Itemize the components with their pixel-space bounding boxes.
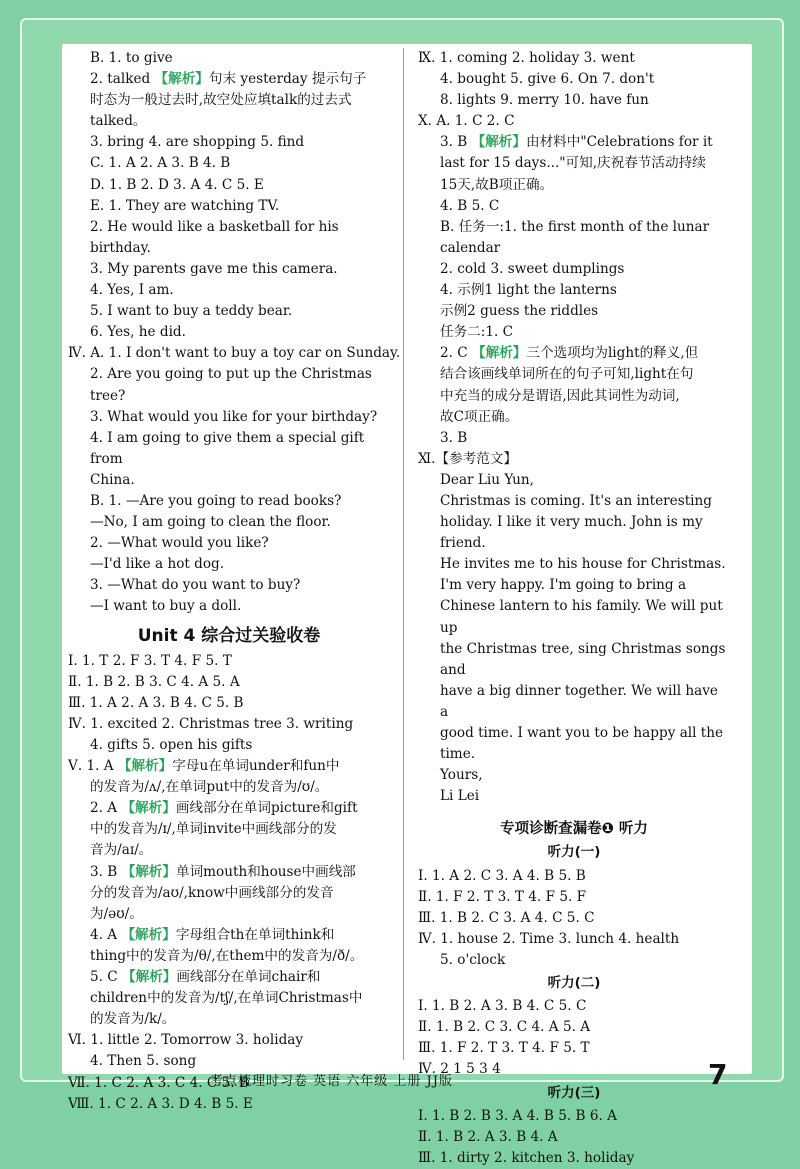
answer-line xyxy=(418,153,730,174)
answer-text: 6. Yes, he did. xyxy=(90,324,186,341)
listening-subtitle: 听力(三) xyxy=(547,1084,601,1101)
answer-text: Dear Liu Yun, xyxy=(440,471,534,488)
answer-line xyxy=(68,554,390,575)
answer-text: 5. C xyxy=(90,969,123,986)
answer-line: Ⅱ. 1. F 2. T 3. T 4. F 5. F xyxy=(418,888,587,905)
answer-text: 音为/aɪ/。 xyxy=(90,842,153,859)
answer-text: thing中的发音为/θ/,在them中的发音为/ð/。 xyxy=(90,947,364,964)
answer-line xyxy=(418,217,730,238)
answer-line xyxy=(68,596,390,617)
answer-line xyxy=(68,132,390,153)
listening-subtitle: 听力(二) xyxy=(547,975,601,992)
answer-line xyxy=(68,90,390,111)
answer-line xyxy=(418,407,730,428)
answer-line xyxy=(68,862,390,883)
analysis-tag: 【解析】 xyxy=(122,969,177,986)
answer-line xyxy=(418,90,730,111)
answer-line xyxy=(418,554,730,575)
answer-text: holiday. I like it very much. John is my friend. xyxy=(440,514,703,552)
answer-line xyxy=(418,512,730,554)
answer-line: Ⅰ. 1. B 2. B 3. A 4. B 5. B 6. A xyxy=(418,1107,617,1124)
answer-line: Ⅰ. 1. B 2. A 3. B 4. C 5. C xyxy=(418,998,587,1015)
answer-text: 结合该画线单词所在的句子可知,light在句 xyxy=(440,366,694,383)
answer-text: calendar xyxy=(440,239,501,256)
left-column xyxy=(68,48,401,1115)
listening-subtitle: 听力(一) xyxy=(547,844,601,861)
answer-text: Ⅳ. A. 1. I don't want to buy a toy car on Sunday. xyxy=(68,345,401,362)
answer-line xyxy=(68,819,390,840)
column-divider xyxy=(403,48,404,1060)
answer-text: Ⅷ. 1. C 2. A 3. D 4. B 5. E xyxy=(68,1095,253,1112)
answer-line xyxy=(418,280,730,301)
answer-text: 4. B 5. C xyxy=(440,197,500,214)
answer-text: Yours, xyxy=(440,767,483,784)
answer-line: Ⅲ. 1. F 2. T 3. T 4. F 5. T xyxy=(418,1040,590,1057)
answer-line xyxy=(68,575,390,596)
answer-line xyxy=(68,153,390,174)
answer-line xyxy=(418,259,730,280)
answer-text: Ⅸ. 1. coming 2. holiday 3. went xyxy=(418,50,635,66)
answer-text: 15天,故B项正确。 xyxy=(440,176,554,193)
answer-text: the Christmas tree, sing Christmas songs and xyxy=(440,640,726,678)
analysis-text: 句末 yesterday 提示句子 xyxy=(208,71,367,88)
answer-line xyxy=(418,491,730,512)
answer-line xyxy=(418,69,730,90)
answer-line xyxy=(418,301,730,322)
answer-line xyxy=(68,196,390,217)
answer-text: 4. I am going to give them a special gift from xyxy=(90,429,365,467)
answer-line xyxy=(68,470,390,491)
answer-text: 中的发音为/ɪ/,单词invite中画线部分的发 xyxy=(90,821,337,838)
answer-line xyxy=(418,322,730,343)
analysis-text: 字母组合th在单词think和 xyxy=(175,926,335,943)
answer-text: 2. Are you going to put up the Christmas tree? xyxy=(90,366,372,404)
answer-line xyxy=(68,343,401,364)
answer-line xyxy=(68,407,390,428)
answer-line xyxy=(68,840,390,861)
analysis-tag: 【解析】 xyxy=(117,758,173,775)
answer-line xyxy=(68,175,390,196)
analysis-text: 三个选项均为light的释义,但 xyxy=(526,345,699,362)
answer-line xyxy=(68,48,390,69)
answer-text: 任务二:1. C xyxy=(440,324,514,341)
answer-line xyxy=(68,428,390,470)
analysis-text: 由材料中"Celebrations for it xyxy=(525,134,713,151)
answer-line: Ⅳ. 2 1 5 3 4 xyxy=(418,1061,501,1078)
right-column xyxy=(418,48,730,1169)
answer-line xyxy=(418,196,730,217)
answer-line xyxy=(418,132,730,153)
answer-line xyxy=(68,69,390,90)
answer-line xyxy=(418,723,730,765)
answer-text: 3. B xyxy=(440,429,468,446)
answer-line xyxy=(418,596,730,638)
answer-text: B. 任务一:1. the first month of the lunar xyxy=(440,218,710,235)
answer-line xyxy=(418,428,730,449)
answer-line: Ⅰ. 1. A 2. C 3. A 4. B 5. B xyxy=(418,867,586,884)
answer-line xyxy=(68,1030,390,1051)
answer-text: 中充当的成分是谓语,因此其词性为动词, xyxy=(440,387,680,404)
answer-text: Ⅱ. 1. B 2. B 3. C 4. A 5. A xyxy=(68,673,240,690)
answer-text: 的发音为/k/。 xyxy=(90,1011,176,1028)
listening-section-title: 专项诊断查漏卷❶ 听力 xyxy=(500,821,648,838)
answer-text: 4. gifts 5. open his gifts xyxy=(90,737,253,753)
answer-text: 5. I want to buy a teddy bear. xyxy=(90,303,293,320)
page-number: 7 xyxy=(708,1058,728,1091)
answer-line xyxy=(68,714,390,735)
answer-text: 的发音为/ʌ/,在单词put中的发音为/ʊ/。 xyxy=(90,779,329,796)
answer-line xyxy=(68,111,390,132)
analysis-text: 字母u在单词under和fun中 xyxy=(172,758,340,775)
answer-line: Ⅱ. 1. B 2. C 3. C 4. A 5. A xyxy=(418,1019,591,1036)
unit-4-title: Unit 4 综合过关验收卷 xyxy=(137,625,321,646)
answer-text: 2. —What would you like? xyxy=(90,535,269,552)
answer-line xyxy=(418,386,730,407)
answer-text: Li Lei xyxy=(440,788,480,805)
answer-text: good time. I want you to be happy all the time. xyxy=(440,725,724,763)
answer-text: —I want to buy a doll. xyxy=(90,598,242,615)
answer-line xyxy=(418,470,730,491)
right-answer-lines xyxy=(418,48,730,807)
answer-text: 3. What would you like for your birthday? xyxy=(90,408,378,425)
answer-text: 3. B xyxy=(440,134,472,151)
answer-line xyxy=(418,786,730,807)
answer-text: Christmas is coming. It's an interesting xyxy=(440,492,712,509)
answer-text: 2. cold 3. sweet dumplings xyxy=(440,260,625,277)
answer-text: Ⅰ. 1. T 2. F 3. T 4. F 5. T xyxy=(68,652,232,669)
analysis-tag: 【解析】 xyxy=(121,800,176,817)
answer-text: last for 15 days..."可知,庆祝春节活动持续 xyxy=(440,155,706,172)
answer-text: Ⅵ. 1. little 2. Tomorrow 3. holiday xyxy=(68,1032,304,1049)
answer-text: 3. My parents gave me this camera. xyxy=(90,260,338,277)
answer-line: Ⅲ. 1. dirty 2. kitchen 3. holiday xyxy=(418,1149,635,1166)
analysis-tag: 【解析】 xyxy=(472,345,527,362)
answer-line xyxy=(68,301,390,322)
answer-line xyxy=(68,693,390,714)
answer-text: 4. A xyxy=(90,926,122,943)
answer-line xyxy=(68,259,390,280)
answer-line xyxy=(68,904,390,925)
answer-text: 2. He would like a basketball for his birthday. xyxy=(90,218,339,256)
answer-text: talked。 xyxy=(90,113,147,130)
answer-line xyxy=(68,322,390,343)
answer-line xyxy=(418,364,730,385)
answer-text: C. 1. A 2. A 3. B 4. B xyxy=(90,155,231,172)
answer-text: Chinese lantern to his family. We will put up xyxy=(440,598,723,636)
answer-text: Ⅺ.【参考范文】 xyxy=(418,450,518,467)
answer-line: Ⅱ. 1. B 2. A 3. B 4. A xyxy=(418,1128,558,1145)
answer-text: 2. A xyxy=(90,800,122,817)
answer-line xyxy=(68,1094,390,1115)
answer-line xyxy=(418,575,730,596)
answer-line xyxy=(68,280,390,301)
answer-text: —No, I am going to clean the floor. xyxy=(90,514,331,531)
answer-line xyxy=(68,512,390,533)
answer-text: China. xyxy=(90,471,135,488)
answer-text: Ⅲ. 1. A 2. A 3. B 4. C 5. B xyxy=(68,694,244,711)
answer-line xyxy=(68,925,390,946)
answer-line xyxy=(418,765,730,786)
answer-text: 4. 示例1 light the lanterns xyxy=(440,282,617,299)
analysis-text: 单词mouth和house中画线部 xyxy=(175,863,356,880)
answer-line xyxy=(68,533,390,554)
analysis-tag: 【解析】 xyxy=(471,134,526,151)
answer-line: Ⅳ. 1. house 2. Time 3. lunch 4. health xyxy=(418,930,680,947)
answer-line xyxy=(68,672,390,693)
answer-text: Ⅶ. 1. C 2. A 3. C 4. C 5. B xyxy=(68,1074,249,1091)
answer-line xyxy=(418,681,730,723)
answer-line xyxy=(68,756,390,777)
analysis-text: 画线部分在单词chair和 xyxy=(176,969,321,986)
answer-text: 4. Yes, I am. xyxy=(90,282,174,299)
answer-text: 故C项正确。 xyxy=(440,408,519,425)
answer-line xyxy=(68,651,390,672)
answer-line xyxy=(68,735,390,756)
answer-line xyxy=(418,449,730,470)
answer-line xyxy=(68,946,390,967)
answer-text: B. 1. to give xyxy=(90,50,173,66)
answer-text: have a big dinner together. We will have a xyxy=(440,682,718,720)
answer-text: 2. C xyxy=(440,345,473,362)
left-answer-lines xyxy=(68,48,401,618)
answer-text: —I'd like a hot dog. xyxy=(90,556,225,573)
answer-line xyxy=(68,777,390,798)
answer-line xyxy=(418,111,730,132)
answer-text: 分的发音为/aʊ/,know中画线部分的发音 xyxy=(90,884,334,901)
answer-text: 8. lights 9. merry 10. have fun xyxy=(440,92,649,109)
answer-line xyxy=(418,48,730,69)
answer-text: B. 1. —Are you going to read books? xyxy=(90,492,342,509)
answer-line xyxy=(68,364,390,406)
answer-line xyxy=(68,883,390,904)
answer-line xyxy=(68,988,390,1009)
answer-text: 3. —What do you want to buy? xyxy=(90,577,301,594)
answer-text: I'm very happy. I'm going to bring a xyxy=(440,577,687,594)
answer-text: Ⅴ. 1. A xyxy=(68,758,118,775)
page-footer: 考点梳理时习卷 英语 六年级 上册 JJ版 xyxy=(210,1074,453,1089)
answer-text: 为/əʊ/。 xyxy=(90,905,143,922)
answer-text: Ⅹ. A. 1. C 2. C xyxy=(418,113,515,130)
answer-text: 示例2 guess the riddles xyxy=(440,303,599,320)
answer-text: Ⅳ. 1. excited 2. Christmas tree 3. writing xyxy=(68,715,354,732)
answer-line xyxy=(68,1009,390,1030)
analysis-tag: 【解析】 xyxy=(121,863,176,880)
answer-line xyxy=(68,798,390,819)
answer-line xyxy=(68,491,390,512)
answer-line xyxy=(418,343,730,364)
answer-line: 5. o'clock xyxy=(440,951,506,968)
answer-line xyxy=(418,639,730,681)
analysis-text: 画线部分在单词picture和gift xyxy=(175,800,358,817)
answer-line xyxy=(68,217,390,259)
unit-4-answer-lines xyxy=(68,651,390,1115)
answer-text: 4. bought 5. give 6. On 7. don't xyxy=(440,71,655,88)
answer-text: 时态为一般过去时,故空处应填talk的过去式 xyxy=(90,92,352,109)
answer-text: E. 1. They are watching TV. xyxy=(90,197,280,214)
answer-line xyxy=(68,967,390,988)
answer-text: children中的发音为/tʃ/,在单词Christmas中 xyxy=(90,990,363,1007)
answer-text: 2. talked xyxy=(90,71,155,88)
answer-text: 3. bring 4. are shopping 5. find xyxy=(90,134,305,151)
answer-text: 3. B xyxy=(90,863,122,880)
answer-text: D. 1. B 2. D 3. A 4. C 5. E xyxy=(90,176,264,193)
answer-text: He invites me to his house for Christmas. xyxy=(440,556,726,573)
answer-line xyxy=(418,238,730,259)
listening-answers xyxy=(418,842,730,1168)
answer-line: Ⅲ. 1. B 2. C 3. A 4. C 5. C xyxy=(418,909,595,926)
analysis-tag: 【解析】 xyxy=(154,71,209,88)
answer-text: 4. Then 5. song xyxy=(90,1053,197,1070)
answer-line xyxy=(418,175,730,196)
analysis-tag: 【解析】 xyxy=(121,926,176,943)
